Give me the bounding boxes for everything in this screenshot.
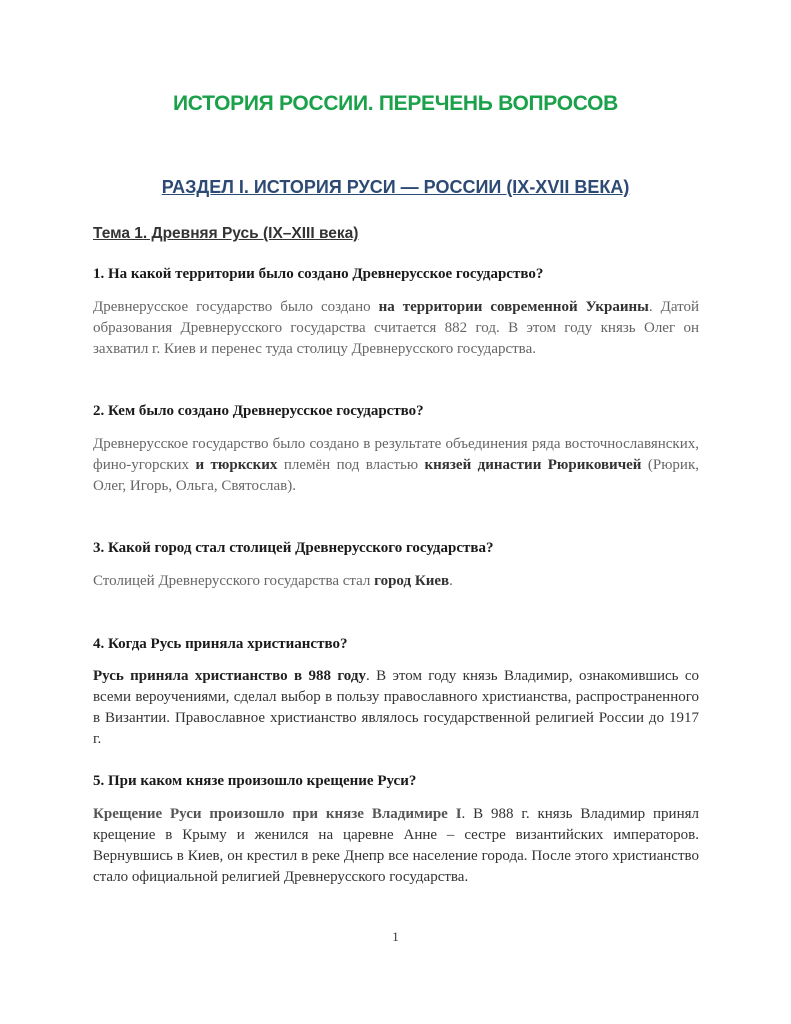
question-4: 4. Когда Русь приняла христианство? [93,636,348,652]
document-title: ИСТОРИЯ РОССИИ. ПЕРЕЧЕНЬ ВОПРОСОВ [172,92,618,115]
question-5: 5. При каком князе произошло крещение Руси? [93,773,417,789]
answer-5 [93,804,699,888]
question-2: 2. Кем было создано Древнерусское государство? [93,403,424,419]
answer-bold: город Киев [374,573,450,589]
answer-bold: Русь приняла христианство в 988 году [93,668,366,684]
answer-text: Древнерусское государство было создано [93,299,379,315]
page-number: 1 [392,929,399,944]
answer-text: (Рюрик, Олег, Игорь, Ольга, Святослав). [93,457,699,494]
answer-1 [93,297,699,360]
answer-text: племён под властью [277,457,425,473]
answer-text: . В этом году князь Владимир, ознакомившись со всеми вероучениями, сделал выбор в пользу православного христианства, распространенного в Византии. Православное христианство являлось государственной религией России до 1917 г. [93,668,700,747]
question-3: 3. Какой город стал столицей Древнерусского государства? [93,540,494,556]
question-1: 1. На какой территории было создано Древнерусское государство? [93,266,544,282]
topic-heading: Тема 1. Древняя Русь (IX–XIII века) [93,225,359,242]
answer-bold: князей династии Рюриковичей [424,457,642,473]
answer-2 [93,434,699,497]
answer-text: . В 988 г. князь Владимир принял крещение в Крыму и женился на царевне Анне – сестре византийских императоров. Вернувшись в Киев, он крестил в реке Днепр все население города. После этого христианство стало официальной религией Древнерусского государства. [93,806,699,885]
answer-4 [93,666,699,750]
section-heading: РАЗДЕЛ I. ИСТОРИЯ РУСИ — РОССИИ (IX-XVII ВЕКА) [161,177,630,197]
answer-bold: на территории современной Украины [378,299,649,315]
answer-3 [93,571,699,592]
answer-text: Столицей Древнерусского государства стал [93,573,375,589]
answer-text: . Датой образования Древнерусского государства считается 882 год. В этом году князь Олег он захватил г. Киев и перенес туда столицу Древнерусского государства. [93,299,699,357]
answer-text: . [449,573,453,589]
answer-bold: и тюркских [195,457,278,473]
answer-text: Древнерусское государство было создано в результате объединения ряда восточнославянских, фино-угорских [93,436,699,473]
answer-bold: Крещение Руси произошло при князе Владимире I [93,806,462,822]
